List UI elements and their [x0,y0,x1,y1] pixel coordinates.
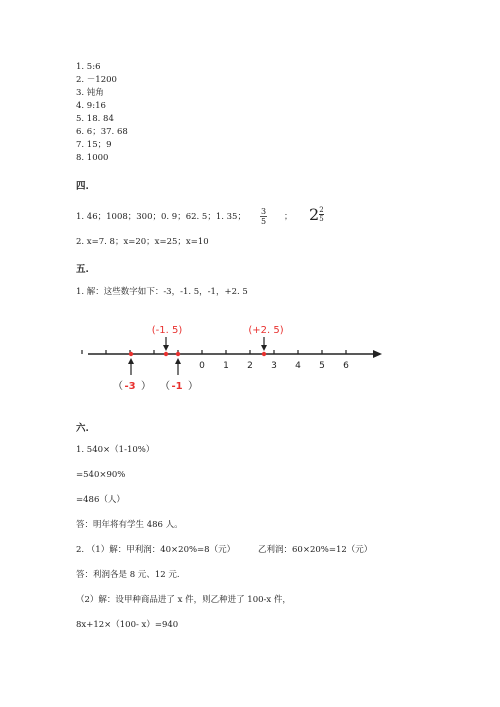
answer-line: 4. 9:16 [76,101,106,111]
answer-line: 2. －1200 [76,75,117,85]
point-minus-1-5 [164,352,168,356]
mixed-numerator: 2 [319,206,324,214]
label-plus-2-5: (+2. 5) [248,325,284,336]
tick-label: 5 [319,361,325,371]
solution-line: =540×90% [76,470,126,480]
mixed-whole: 2 [309,205,320,224]
solution-line: 答：明年将有学生 486 人。 [76,520,183,530]
tick-label: 4 [295,361,301,371]
label-minus-3: -3 [124,381,136,392]
point-minus-3 [129,352,133,356]
label-open-paren: （ [160,381,170,392]
arrow-down-icon [163,345,169,351]
label-close-paren: ） [141,381,151,392]
label-minus-1-5: (-1. 5) [151,325,183,336]
solution-line: 2. （1）解：甲利润：40×20%=8（元） [76,545,236,555]
section-heading-4: 四. [76,181,89,192]
arrow-up-icon [128,358,134,364]
tick-label: 3 [271,361,277,371]
section-heading-5: 五. [76,264,89,275]
label-minus-1: -1 [171,381,183,392]
tick-label: 2 [247,361,253,371]
point-plus-2-5 [262,352,266,356]
arrow-down-icon [261,345,267,351]
tick-labels [199,361,349,371]
fraction [260,207,267,226]
mixed-number [309,204,324,224]
solution-line: （2）解：设甲种商品进了 x 件，则乙种进了 100-x 件， [76,595,291,605]
axis-arrowhead-icon [373,350,382,358]
solution-line: 乙利润：60×20%=12（元） [258,545,373,555]
answer-line: 5. 18. 84 [76,114,114,124]
answer-line: 8. 1000 [76,153,109,163]
separator: ； [284,212,293,222]
answer-line: 1. 5:6 [76,62,101,72]
answer-line: 3. 钝角 [76,88,104,98]
solution-line: 8x+12×（100- x）=940 [76,620,179,630]
solution-line: 答：利润各是 8 元、12 元. [76,570,180,580]
label-close-paren: ） [188,381,198,392]
tick-label: 6 [343,361,349,371]
mixed-denominator: 5 [319,215,324,223]
tick-label: 0 [199,361,205,371]
fraction-denominator: 5 [261,217,267,226]
mixed-fraction [319,206,323,223]
section4-q2-text: 2. x=7. 8；x=20；x=25；x=10 [76,237,209,247]
fraction-numerator: 3 [261,207,267,216]
solution-line: 1. 540×（1-10%） [76,445,155,455]
section-heading-6: 六. [76,423,89,434]
arrow-up-icon [175,358,181,364]
section5-q1-text: 1. 解：这些数字如下：-3，-1. 5，-1，+2. 5 [76,287,248,297]
solution-line: =486（人） [76,495,125,505]
answer-line: 7. 15；9 [76,140,112,150]
label-open-paren: （ [113,381,123,392]
number-line-diagram [0,318,500,408]
point-minus-1 [176,352,180,356]
answer-line: 6. 6；37. 68 [76,127,128,137]
section4-q1-text: 1. 46；1008；300；0. 9；62. 5；1. 35； [76,212,246,222]
tick-label: 1 [223,361,229,371]
